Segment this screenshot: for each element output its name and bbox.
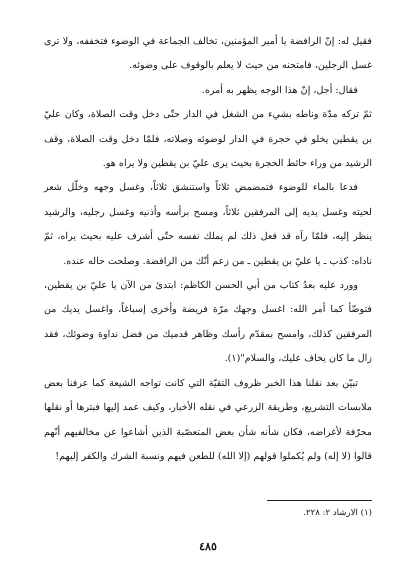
text-line: بعض ملابسات التشريع، وطريقة الزرعي في نقله الأخبار، وكيف عمد إليها — [44, 377, 372, 414]
text-line: فدعا بالماء للوضوء فتمضمض ثلاثاً واستنشق ثلاثاً، وغسل وجهه وخلّل — [67, 182, 358, 194]
text-line: وضوئك، فقد زال ما كان يخاف عليك، والسلام"(١). — [44, 328, 372, 365]
text-line: والرشيد ينظر إليه، فلمّا رآه قد فعل ذلك لم يملك نفسه حتّى أشرف عليه بحيث — [44, 206, 372, 243]
footnote-divider — [267, 500, 372, 501]
text-line: ثمّ تركه مدّة وناطه بشيء من الشغل في الدار حتّى دخل وقت الصلاة، وكان — [64, 109, 372, 121]
text-line: يراه، ثمّ ناداه: كذب ـ يا عليّ بن يقطين ـ من زعم أنّك من الرافضة. وصلحت — [44, 231, 372, 267]
text-line: الشرك والكفر إليهم! — [55, 450, 138, 462]
text-line: فقال: أجل، إنّ هذا الوجه يظهر به أمره. — [201, 84, 358, 96]
footnote: (١) الارشاد ٢: ٢٢٨. — [303, 508, 372, 518]
text-line: يديك من المرفقين كذلك، وامسح بمقدّم رأسك وظاهر قدميك من فضل نداوة — [44, 304, 372, 340]
book-page — [44, 30, 372, 562]
text-line: فقيل له: إنّ الرافضة يا أمير المؤمنين، تخالف الجماعة في الوضوء فتخففه، — [76, 36, 372, 47]
paragraph — [44, 103, 372, 176]
text-line: عليّ بن يقطين يخلو في حجرة في الدار لوضوئه وصلاته، فلمّا دخل وقت — [44, 109, 372, 145]
body-text — [44, 30, 372, 469]
text-line: شعر لحيته وغسل يديه إلى المرفقين ثلاثاً، ومسح برأسه وأذنيه وغسل رجليه، — [44, 182, 372, 218]
text-line: عن مخالفيهم أنّهم قالوا (لا إله) ولم يُكملوا قولهم (إلا الله) للطعن فيهم ونسبة — [44, 426, 372, 462]
paragraph — [44, 274, 372, 372]
text-line: تبيّن بعد نقلنا هذا الخبر ظروف التقيّة التي كانت تواجه الشيعة كما عرفنا — [66, 377, 358, 389]
text-line: يقطين، فتوضّأ كما أمر الله: اغسل وجهك مرّة فريضة وأخرى إسباغاً، واغسل — [44, 280, 372, 316]
text-line: هو. — [102, 158, 116, 170]
text-line: فبترها أو نقلها محرّفة لأغراضه، فكان شأنه شأن بعض المتعصّبة الذين أشاعوا — [44, 402, 372, 438]
paragraph — [44, 372, 372, 470]
page-number: ٤٨٥ — [199, 540, 217, 553]
text-line: حاله عنده. — [63, 255, 105, 267]
paragraph — [44, 79, 372, 103]
text-line: وورد عليه بعدُ كتاب من أبي الحسن الكاظم: ابتدئ من الآن يا عليّ بن — [76, 280, 358, 292]
paragraph — [44, 30, 372, 79]
text-line: الصلاة، وقف الرشيد من وراء حائط الحجرة بحيث يرى عليّ بن يقطين ولا يراه — [44, 133, 372, 170]
paragraph — [44, 176, 372, 274]
text-line: ولا ترى غسل الرجلين، فامتحنه من حيث لا يعلم بالوقوف على وضوئه. — [44, 36, 372, 72]
